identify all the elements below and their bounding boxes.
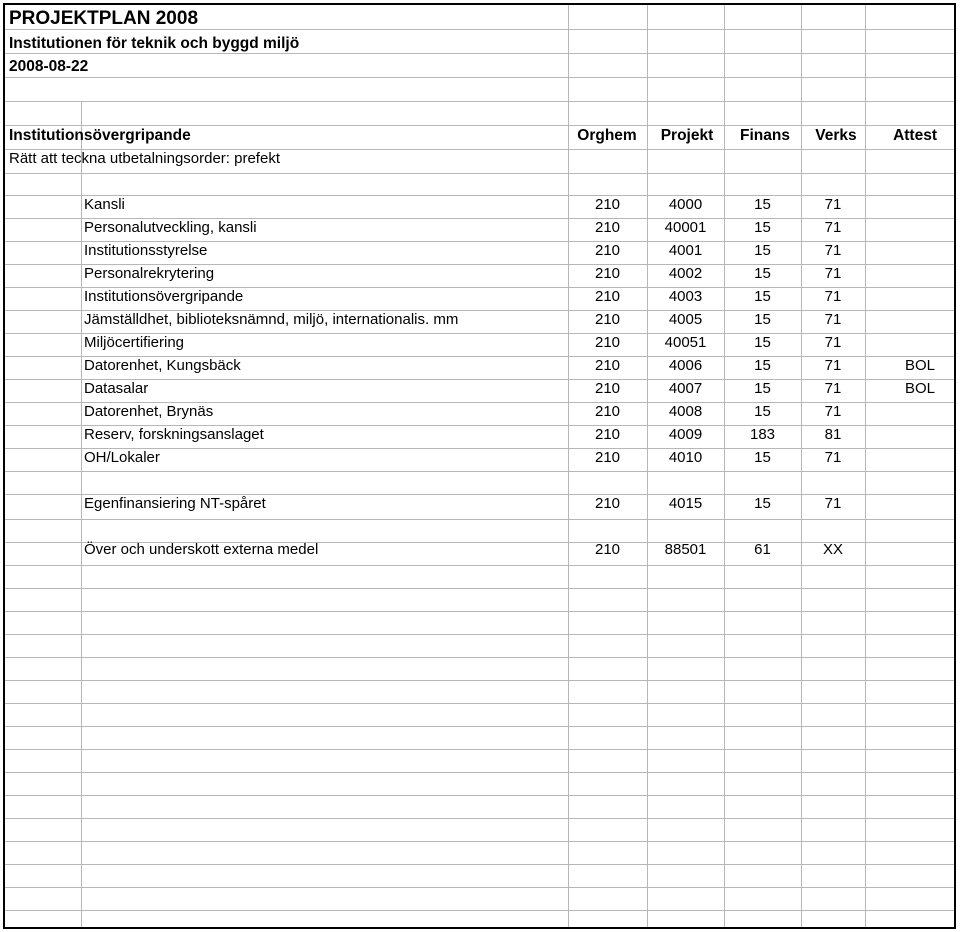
row-gridline	[5, 77, 956, 78]
table-cell-name: Datasalar	[84, 380, 149, 397]
table-cell-orghem: 210	[594, 357, 621, 374]
table-cell-projekt: 4006	[668, 357, 703, 374]
row-gridline	[5, 887, 956, 888]
row-gridline	[5, 657, 956, 658]
spreadsheet	[3, 3, 956, 929]
table-cell-name: Jämställdhet, biblioteksnämnd, miljö, internationalis. mm	[84, 311, 459, 328]
table-cell-orghem: 210	[594, 541, 621, 558]
table-cell-verks: 71	[824, 196, 842, 213]
table-cell-finans: 15	[754, 334, 771, 351]
table-cell-orghem: 210	[594, 495, 621, 512]
table-cell-orghem: 210	[594, 196, 621, 213]
table-cell-finans: 61	[754, 541, 771, 558]
table-cell-finans: 15	[754, 495, 771, 512]
table-cell-verks: 71	[824, 403, 842, 420]
table-cell-name: Datorenhet, Kungsbäck	[84, 357, 241, 374]
table-cell-projekt: 4007	[668, 380, 703, 397]
table-cell-name: Personalrekrytering	[84, 265, 215, 282]
table-cell-finans: 15	[754, 242, 771, 259]
table-cell-projekt: 4002	[668, 265, 703, 282]
table-cell-verks: 71	[824, 265, 842, 282]
table-cell-finans: 15	[754, 403, 771, 420]
table-cell-projekt: 4015	[668, 495, 703, 512]
table-cell-projekt: 4005	[668, 311, 703, 328]
row-gridline	[5, 910, 956, 911]
table-cell-verks: 71	[824, 242, 842, 259]
table-cell-verks: 71	[824, 288, 842, 305]
section-subtitle: Rätt att teckna utbetalningsorder: prefekt	[9, 150, 280, 167]
row-gridline	[5, 519, 956, 520]
table-cell-verks: 71	[824, 380, 842, 397]
table-cell-orghem: 210	[594, 288, 621, 305]
row-gridline	[5, 772, 956, 773]
table-cell-verks: 71	[824, 219, 842, 236]
table-cell-name: Egenfinansiering NT-spåret	[84, 495, 266, 512]
table-cell-orghem: 210	[594, 242, 621, 259]
col-header-finans: Finans	[740, 127, 790, 144]
col-header-projekt: Projekt	[660, 127, 714, 144]
row-gridline	[5, 588, 956, 589]
table-cell-finans: 15	[754, 357, 771, 374]
table-cell-attest: BOL	[904, 357, 935, 374]
table-cell-projekt: 4000	[668, 196, 703, 213]
table-cell-verks: 71	[824, 334, 842, 351]
table-cell-name: Kansli	[84, 196, 125, 213]
row-gridline	[5, 726, 956, 727]
table-cell-verks: 81	[824, 426, 842, 443]
report-date: 2008-08-22	[9, 58, 89, 75]
table-cell-orghem: 210	[594, 265, 621, 282]
col-header-orghem: Orghem	[577, 127, 637, 144]
table-cell-finans: 15	[754, 449, 771, 466]
table-cell-orghem: 210	[594, 426, 621, 443]
row-gridline	[5, 611, 956, 612]
table-cell-projekt: 4009	[668, 426, 703, 443]
row-gridline	[5, 864, 956, 865]
table-cell-projekt: 40051	[664, 334, 707, 351]
table-cell-name: OH/Lokaler	[84, 449, 160, 466]
row-gridline	[5, 749, 956, 750]
table-cell-projekt: 4001	[668, 242, 703, 259]
col-header-attest: Attest	[893, 127, 937, 144]
row-gridline	[5, 841, 956, 842]
table-cell-name: Över och underskott externa medel	[84, 541, 319, 558]
table-cell-finans: 15	[754, 265, 771, 282]
table-cell-orghem: 210	[594, 380, 621, 397]
row-gridline	[5, 680, 956, 681]
row-gridline	[5, 818, 956, 819]
table-cell-name: Institutionsövergripande	[84, 288, 244, 305]
table-cell-verks: 71	[824, 311, 842, 328]
table-cell-verks: 71	[824, 495, 842, 512]
table-cell-projekt: 40001	[664, 219, 707, 236]
table-cell-verks: XX	[822, 541, 843, 558]
row-gridline	[5, 565, 956, 566]
col-header-verks: Verks	[815, 127, 857, 144]
table-cell-attest: BOL	[904, 380, 935, 397]
table-cell-orghem: 210	[594, 334, 621, 351]
column-gridline	[81, 101, 82, 929]
row-gridline	[5, 703, 956, 704]
table-cell-verks: 71	[824, 357, 842, 374]
page-title: PROJEKTPLAN 2008	[9, 8, 199, 29]
table-cell-name: Miljöcertifiering	[84, 334, 185, 351]
table-cell-projekt: 4010	[668, 449, 703, 466]
table-cell-projekt: 88501	[664, 541, 707, 558]
table-cell-finans: 15	[754, 380, 771, 397]
row-gridline	[5, 173, 956, 174]
row-gridline	[5, 101, 956, 102]
table-cell-orghem: 210	[594, 311, 621, 328]
row-gridline	[5, 471, 956, 472]
table-cell-orghem: 210	[594, 219, 621, 236]
table-cell-projekt: 4003	[668, 288, 703, 305]
table-cell-verks: 71	[824, 449, 842, 466]
table-cell-finans: 15	[754, 288, 771, 305]
table-cell-finans: 15	[754, 219, 771, 236]
table-cell-finans: 15	[754, 196, 771, 213]
institution-name: Institutionen för teknik och byggd miljö	[9, 35, 300, 52]
table-cell-name: Institutionsstyrelse	[84, 242, 208, 259]
table-cell-orghem: 210	[594, 449, 621, 466]
row-gridline	[5, 634, 956, 635]
table-cell-orghem: 210	[594, 403, 621, 420]
table-cell-name: Reserv, forskningsanslaget	[84, 426, 264, 443]
table-cell-finans: 15	[754, 311, 771, 328]
table-cell-finans: 183	[749, 426, 776, 443]
table-cell-projekt: 4008	[668, 403, 703, 420]
table-cell-name: Datorenhet, Brynäs	[84, 403, 214, 420]
row-gridline	[5, 795, 956, 796]
section-title: Institutionsövergripande	[9, 127, 191, 144]
table-cell-name: Personalutveckling, kansli	[84, 219, 257, 236]
